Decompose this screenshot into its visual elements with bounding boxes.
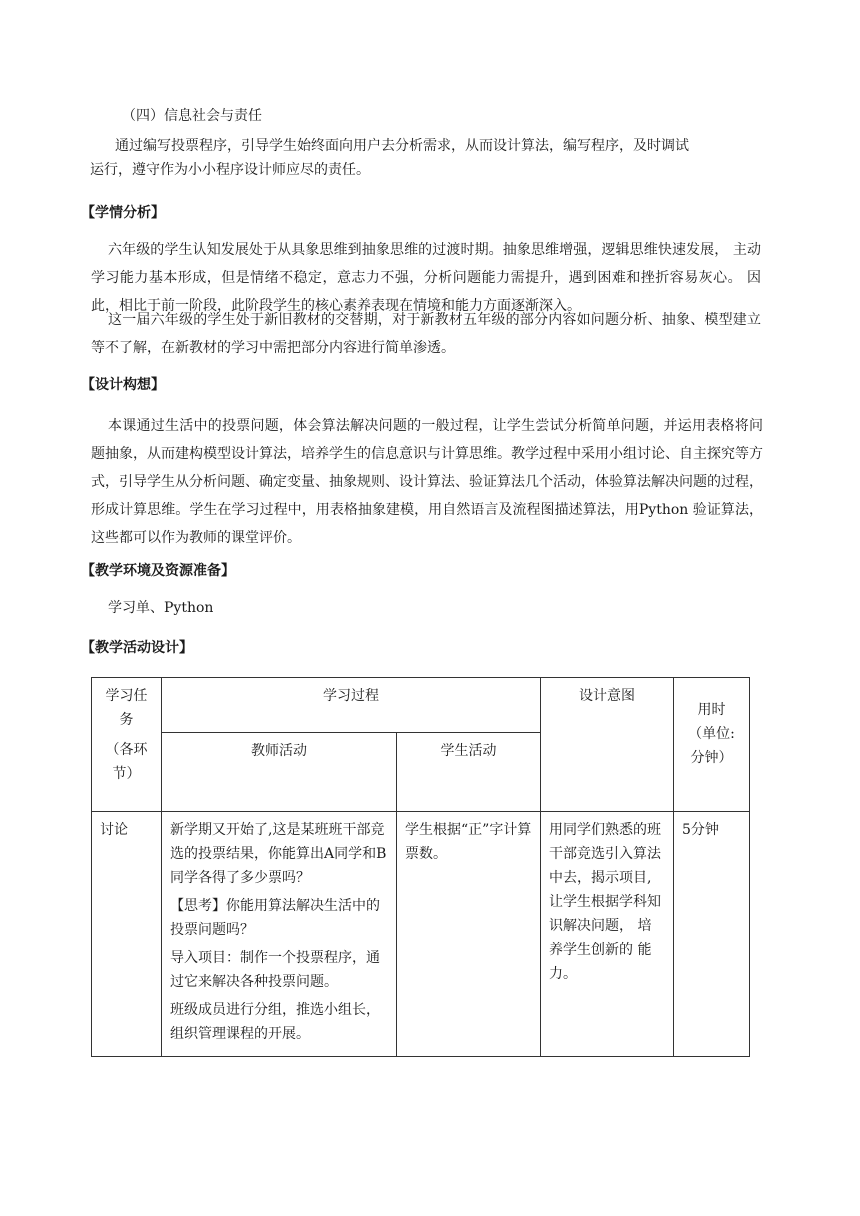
teacher-activity-p2: 【思考】你能用算法解决生活中的投票问题吗？ — [170, 898, 380, 938]
info-society-line-1: 通过编写投票程序，引导学生始终面向用户去分析需求，从而设计算法，编写程序，及时调试 — [115, 138, 689, 154]
header-time-line-2: （单位: — [688, 726, 735, 742]
student-analysis-paragraph-1: 六年级的学生认知发展处于从具象思维到抽象思维的过渡时期。抽象思维增强，逻辑思维快速发展， 主动学习能力基本形成，但是情绪不稳定，意志力不强，分析问题能力需提升，遇到困难和挫折容易灰心。 因此，相比于前一阶段，此阶段学生的核心素养表现在情境和能力方面逐渐深入。 — [91, 242, 761, 314]
teacher-activity-p1: 新学期又开始了,这是某班班干部竞选的投票结果，你能算出A同学和B同学各得了多少票吗？ — [170, 822, 387, 886]
teacher-activity-p3: 导入项目：制作一个投票程序，通过它来解决各种投票问题。 — [170, 950, 380, 990]
header-time — [674, 678, 750, 812]
header-learning-task — [92, 678, 162, 812]
header-task-line-1: 学习任 — [105, 688, 148, 704]
row-teacher-activity — [162, 812, 397, 1057]
header-student-activity: 学生活动 — [397, 733, 541, 812]
teacher-activity-p4: 班级成员进行分组，推选小组长，组织管理课程的开展。 — [170, 1002, 380, 1042]
header-time-line-3: 分钟） — [690, 750, 733, 766]
header-design-intent: 设计意图 — [541, 678, 674, 812]
header-learning-process: 学习过程 — [162, 678, 541, 733]
section-heading-info-society: （四）信息社会与责任 — [122, 108, 262, 124]
activity-design-table — [91, 677, 750, 1057]
row-task: 讨论 — [92, 812, 162, 1057]
design-concept-paragraph: 本课通过生活中的投票问题，体会算法解决问题的一般过程，让学生尝试分析简单问题，并运用表格将问题抽象，从而建构模型设计算法，培养学生的信息意识与计算思维。教学过程中采用小组讨论、自主探究等方式，引导学生从分析问题、确定变量、抽象规则、设计算法、验证算法几个活动，体验算法解决问题的过程，形成计算思维。学生在学习过程中，用表格抽象建模，用自然语言及流程图描述算法，用Python 验证算法，这些都可以作为教师的课堂评价。 — [91, 418, 763, 546]
header-task-line-4: 节） — [112, 766, 141, 782]
row-time: 5分钟 — [674, 812, 750, 1057]
section-heading-environment: 【教学环境及资源准备】 — [81, 563, 235, 579]
student-analysis-paragraph-2: 这一届六年级的学生处于新旧教材的交替期，对于新教材五年级的部分内容如问题分析、抽象、模型建立等不了解，在新教材的学习中需把部分内容进行简单渗透。 — [91, 312, 761, 356]
table-row — [92, 812, 750, 1057]
header-task-line-2: 务 — [119, 712, 134, 728]
header-teacher-activity: 教师活动 — [162, 733, 397, 812]
header-task-line-3: （各环 — [105, 742, 148, 758]
section-heading-design-concept: 【设计构想】 — [81, 377, 165, 393]
header-time-line-1: 用时 — [697, 702, 726, 718]
row-design-intent: 用同学们熟悉的班干部竞选引入算法中去，揭示项目,让学生根据学科知识解决问题， 培养学生创新的 能力。 — [541, 812, 674, 1057]
section-heading-student-analysis: 【学情分析】 — [81, 205, 165, 221]
row-student-activity: 学生根据“正”字计算票数。 — [397, 812, 541, 1057]
section-heading-activity-design: 【教学活动设计】 — [81, 640, 193, 656]
info-society-line-2: 运行，遵守作为小小程序设计师应尽的责任。 — [90, 162, 370, 178]
environment-resources: 学习单、Python — [108, 600, 214, 616]
